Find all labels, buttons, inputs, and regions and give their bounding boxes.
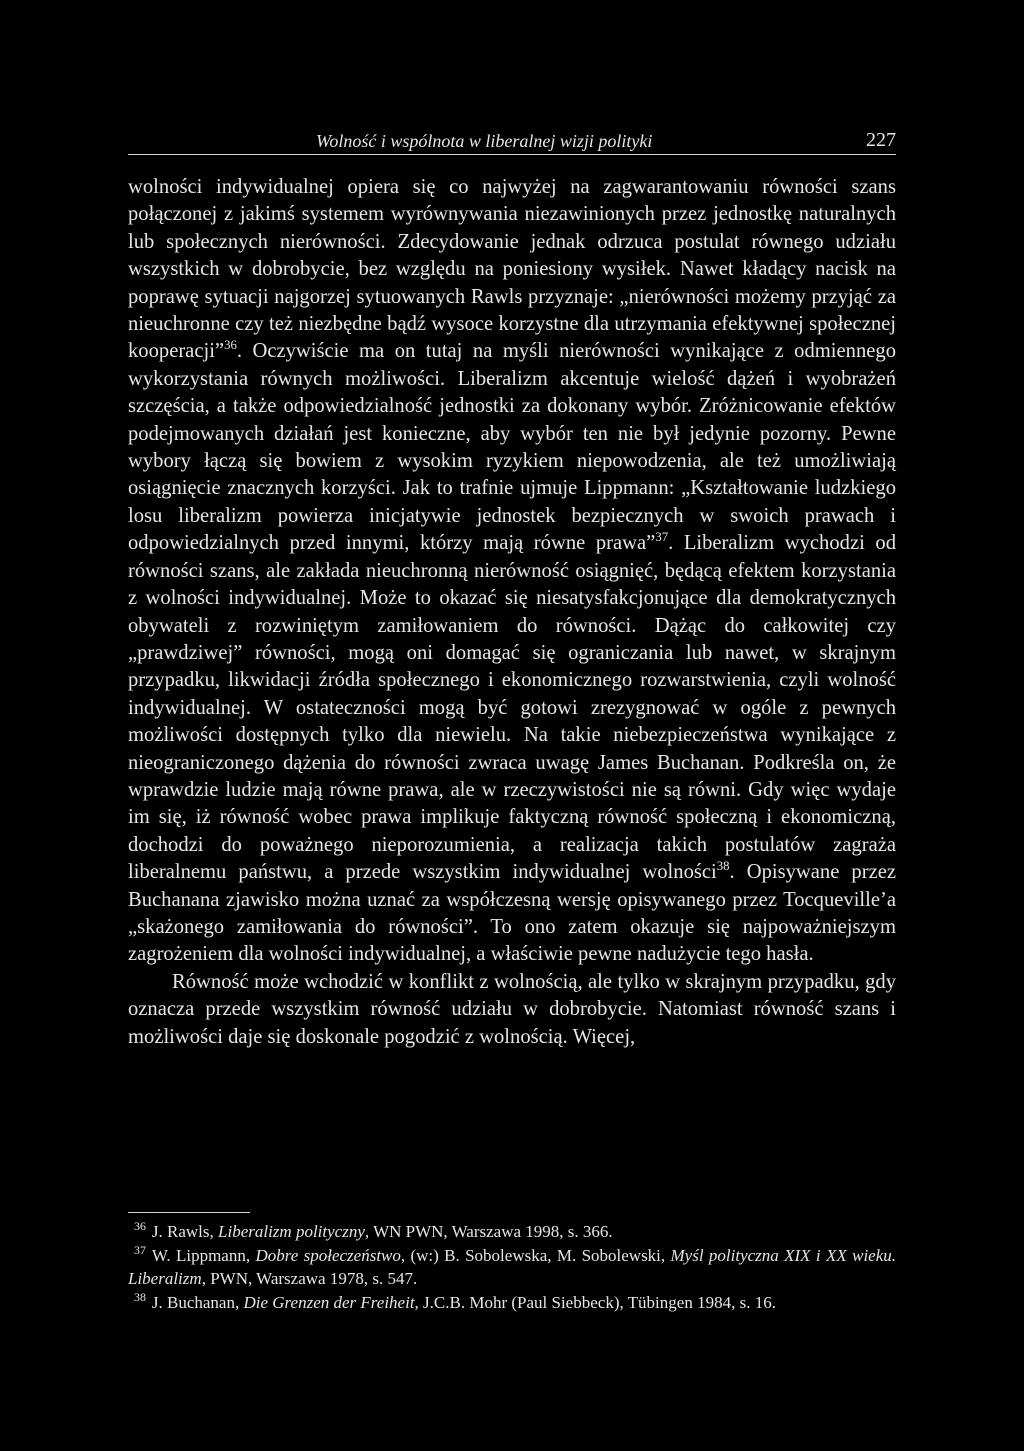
footnote-title-2: Myśl polityczna XIX i XX wieku. Liberalizm bbox=[128, 1245, 897, 1288]
footnote-title: Liberalizm polityczny bbox=[218, 1222, 365, 1241]
paragraph-1 bbox=[128, 174, 896, 969]
running-header bbox=[128, 120, 896, 155]
footnote-ref-38: 38 bbox=[716, 859, 730, 874]
footnote-title: Dobre społeczeństwo bbox=[255, 1245, 401, 1265]
footnote-ref-36: 36 bbox=[224, 338, 237, 353]
footnote-36 bbox=[128, 1220, 896, 1244]
footnote-title: Die Grenzen der Freiheit bbox=[243, 1292, 415, 1312]
running-title: Wolność i wspólnota w liberalnej wizji polityki bbox=[316, 131, 653, 151]
footnote-number: 38 bbox=[134, 1289, 146, 1304]
footnote-separator bbox=[128, 1212, 250, 1213]
footnotes bbox=[128, 1220, 896, 1314]
footnote-number: 37 bbox=[134, 1242, 146, 1257]
footnote-rest: , PWN, Warszawa 1978, s. 547. bbox=[201, 1269, 418, 1288]
page-number: 227 bbox=[866, 129, 896, 151]
footnote-ref-37: 37 bbox=[655, 530, 669, 545]
paragraph-1-part-c: . Liberalizm wychodzi od równości szans, ale zakłada nieuchronną nierówność osiągnięć, będącą efektem korzystania z wolności indywidualnej. Może to okazać się niesatysfakcjonujące dla demokratycznych obywateli z rozwiniętym zamiłowaniem do równości. Dążąc do całkowitej czy „prawdziwej” równości, mogą oni domagać się ograniczania lub nawet, w skrajnym przypadku, likwidacji źródła społecznego i ekonomicznego rozwarstwienia, czyli wolność indywidualnej. W ostateczności mogą być gotowi zrezygnować w ogóle z pewnych możliwości dostępnych tylko dla niewielu. Na takie niebezpieczeństwa wynikające z nieograniczonego dążenia do równości zwraca uwagę James Buchanan. Podkreśla on, że wprawdzie ludzie mają równe prawa, ale w rzeczywistości nie są równi. Gdy więc wydaje im się, iż równość wobec prawa implikuje faktyczną równość społeczną i ekonomiczną, dochodzi do poważnego nieporozumienia, a realizacja takich postulatów zagraża liberalnemu państwu, a przede wszystkim indywidualnej wolności bbox=[128, 532, 896, 884]
footnote-author: J. Rawls, bbox=[151, 1222, 219, 1241]
footnote-37 bbox=[128, 1244, 896, 1291]
paragraph-2: Równość może wchodzić w konflikt z wolnością, ale tylko w skrajnym przypadku, gdy oznacza przede wszystkim równość udziału w dobrobycie. Natomiast równość szans i możliwości daje się doskonale pogodzić z wolnością. Więcej, bbox=[128, 970, 896, 1048]
footnote-author: J. Buchanan, bbox=[151, 1292, 244, 1312]
footnote-rest: , WN PWN, Warszawa 1998, s. 366. bbox=[364, 1222, 613, 1241]
footnote-rest: , J.C.B. Mohr (Paul Siebbeck), Tübingen 1984, s. 16. bbox=[414, 1292, 776, 1312]
footnote-number: 36 bbox=[134, 1219, 146, 1234]
footnote-38 bbox=[128, 1291, 896, 1315]
main-text bbox=[128, 174, 896, 1051]
footnote-author: W. Lippmann, bbox=[151, 1245, 256, 1265]
paragraph-1-part-d: . Opisywane przez Buchanana zjawisko można uznać za współczesną wersję opisywanego przez Tocqueville’a „skażonego zamiłowania do równości”. To ono zatem okazuje się najpoważniejszym zagrożeniem dla wolności indywidualnej, a właściwie pewne nadużycie tego hasła. bbox=[128, 861, 896, 966]
paragraph-1-part-a: wolności indywidualnej opiera się co najwyżej na zagwarantowaniu równości szans połączonej z jakimś systemem wyrównywania niezawinionych przez jednostkę naturalnych lub społecznych nierówności. Zdecydowanie jednak odrzuca postulat równego udziału wszystkich w dobrobycie, bez względu na poniesiony wysiłek. Nawet kładący nacisk na poprawę sytuacji najgorzej sytuowanych Rawls przyznaje: „nierówności możemy przyjąć za nieuchronne czy też niezbędne bądź wysoce korzystne dla utrzymania efektywnej społecznej kooperacji” bbox=[128, 176, 896, 363]
paragraph-1-part-b: . Oczywiście ma on tutaj na myśli nierówności wynikające z odmiennego wykorzystania równych możliwości. Liberalizm akcentuje wielość dążeń i wyobrażeń szczęścia, a także odpowiedzialność jednostki za dokonany wybór. Zróżnicowanie efektów podejmowanych działań jest konieczne, aby wybór ten nie był jedynie pozorny. Pewne wybory łączą się bowiem z wysokim ryzykiem niepowodzenia, ale też umożliwiają osiągnięcie znacznych korzyści. Jak to trafnie ujmuje Lippmann: „Kształtowanie ludzkiego losu liberalizm powierza inicjatywie jednostek bezpiecznych w swoich prawach i odpowiedzialnych przed innymi, którzy mają równe prawa” bbox=[128, 340, 896, 555]
footnote-middle: , (w:) B. Sobolewska, M. Sobolewski, bbox=[400, 1245, 671, 1265]
